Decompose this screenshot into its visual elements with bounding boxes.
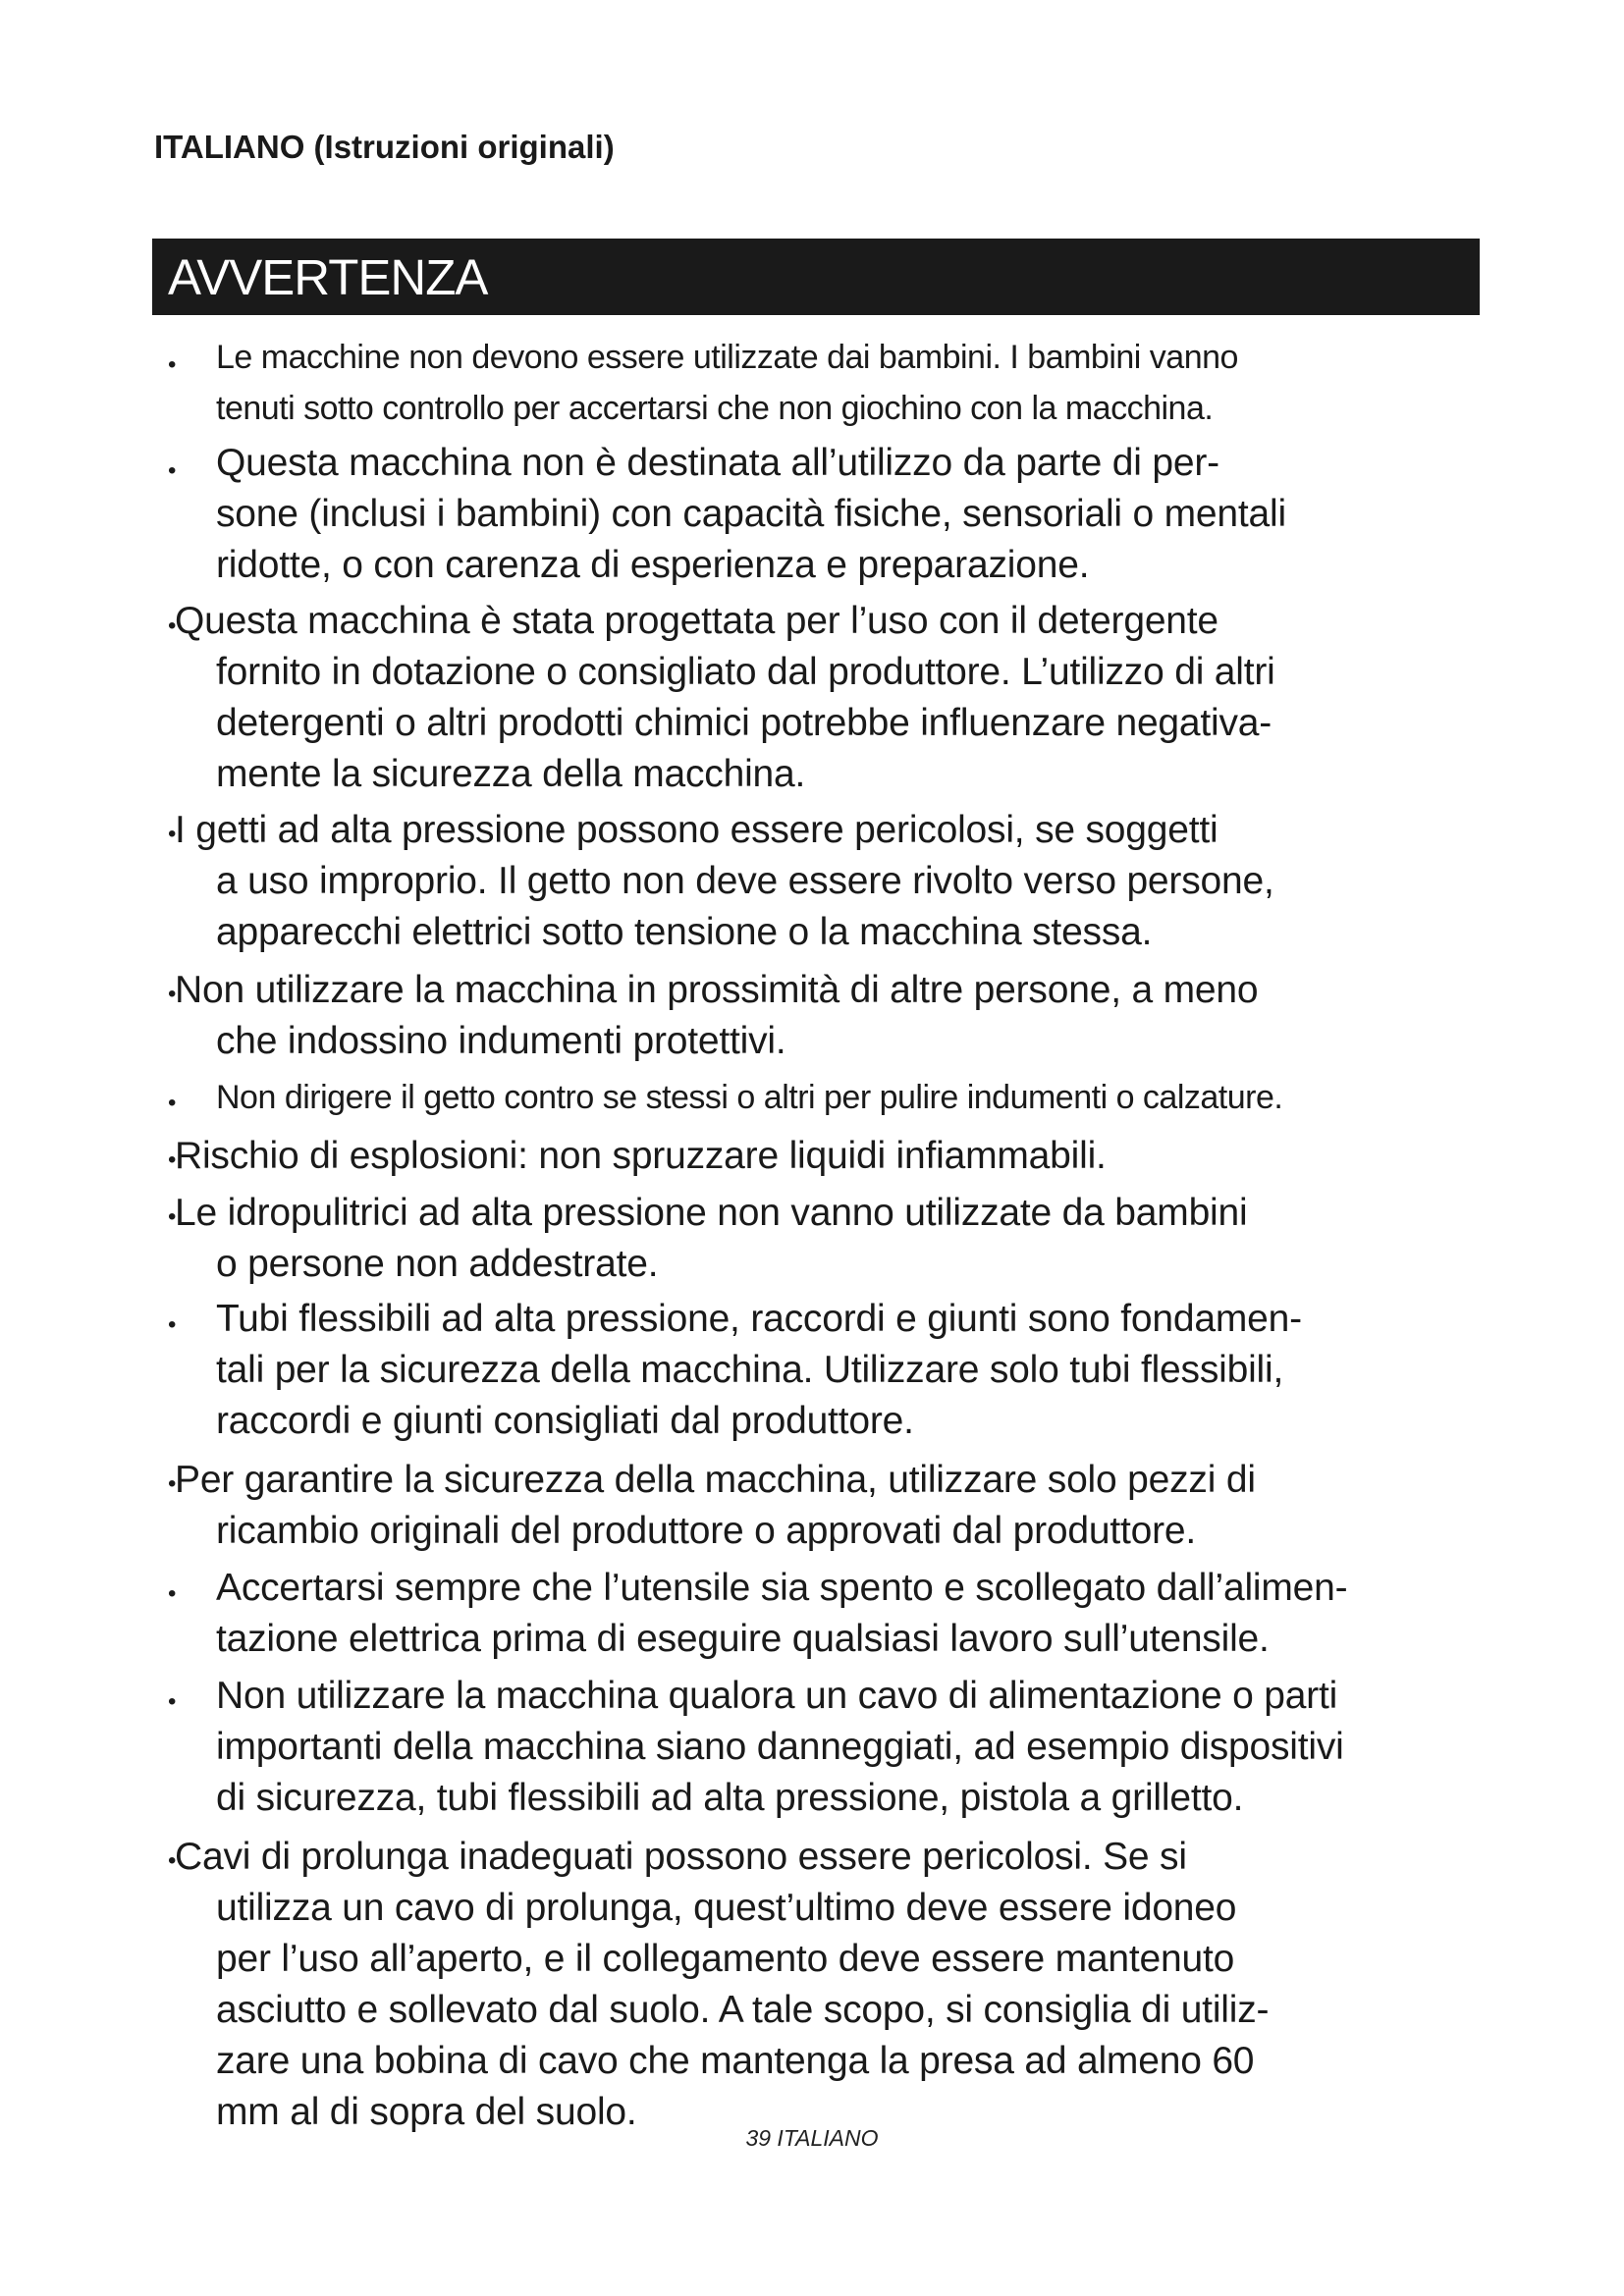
list-item-first-line: Rischio di esplosioni: non spruzzare liquidi infiammabili.	[175, 1135, 1107, 1177]
list-item-text: Non utilizzare la macchina qualora un cavo di alimentazione o parti importanti della macchina siano danneggiati, ad esempio dispositivi di sicurezza, tubi flessibili ad alta pressione, pistola a grilletto.	[216, 1675, 1344, 1819]
bullet-marker: •	[168, 1203, 177, 1230]
list-item-first-line: Non utilizzare la macchina in prossimità di altre persone, a meno	[175, 969, 1259, 1011]
bullet-marker: •	[168, 1688, 177, 1715]
list-item-first-line: Per garantire la sicurezza della macchina, utilizzare solo pezzi di	[175, 1459, 1256, 1501]
page-number: 39 ITALIANO	[745, 2125, 879, 2151]
list-item-text: Tubi flessibili ad alta pressione, raccordi e giunti sono fondamen- tali per la sicurezza della macchina. Utilizzare solo tubi flessibili, raccordi e giunti consigliati dal produttore.	[216, 1298, 1302, 1442]
list-item-continuation: a uso improprio. Il getto non deve essere rivolto verso persone, apparecchi elettrici sotto tensione o la macchina stessa.	[216, 860, 1274, 953]
bullet-marker: •	[168, 981, 177, 1007]
list-item-continuation: che indossino indumenti protettivi.	[216, 1020, 786, 1062]
list-item-text: Le macchine non devono essere utilizzate dai bambini. I bambini vanno tenuti sotto controllo per accertarsi che non giochino con la macchina.	[216, 339, 1238, 427]
list-item-continuation: fornito in dotazione o consigliato dal produttore. L’utilizzo di altri detergenti o altri prodotti chimici potrebbe influenzare negativa- mente la sicurezza della macchina.	[216, 651, 1275, 795]
bullet-marker: •	[168, 821, 177, 847]
list-item-first-line: Cavi di prolunga inadeguati possono essere pericolosi. Se si	[175, 1836, 1187, 1878]
warning-title: AVVERTENZA	[168, 249, 488, 305]
bullet-marker: •	[168, 457, 177, 484]
list-item-continuation: ricambio originali del produttore o approvati dal produttore.	[216, 1510, 1197, 1552]
list-item-text: Non dirigere il getto contro se stessi o altri per pulire indumenti o calzature.	[216, 1079, 1283, 1116]
bullet-marker: •	[168, 351, 177, 378]
bullet-marker: •	[168, 1580, 177, 1607]
list-item-text: Accertarsi sempre che l’utensile sia spento e scollegato dall’alimen- tazione elettrica prima di eseguire qualsiasi lavoro sull’utensile.	[216, 1567, 1348, 1660]
bullet-marker: •	[168, 1311, 177, 1338]
list-item-first-line: Le idropulitrici ad alta pressione non vanno utilizzate da bambini	[175, 1192, 1248, 1234]
list-item-continuation: o persone non addestrate.	[216, 1243, 659, 1285]
page-header-language: ITALIANO (Istruzioni originali)	[154, 129, 615, 165]
bullet-marker: •	[168, 613, 177, 639]
bullet-marker: •	[168, 1147, 177, 1173]
list-item-first-line: Questa macchina è stata progettata per l’uso con il detergente	[175, 600, 1218, 642]
bullet-marker: •	[168, 1847, 177, 1874]
list-item-text: Questa macchina non è destinata all’utilizzo da parte di per- sone (inclusi i bambini) con capacità fisiche, sensoriali o mentali ridotte, o con carenza di esperienza e preparazione.	[216, 442, 1286, 586]
list-item-continuation: utilizza un cavo di prolunga, quest’ultimo deve essere idoneo per l’uso all’aperto, e il collegamento deve essere mantenuto asciutto e sollevato dal suolo. A tale scopo, si consiglia di utiliz- zare una bobina di cavo che mantenga la presa ad almeno 60 mm al di sopra del suolo.	[216, 1887, 1270, 2133]
list-item-first-line: I getti ad alta pressione possono essere pericolosi, se soggetti	[175, 809, 1218, 851]
bullet-marker: •	[168, 1470, 177, 1497]
bullet-marker: •	[168, 1090, 177, 1116]
